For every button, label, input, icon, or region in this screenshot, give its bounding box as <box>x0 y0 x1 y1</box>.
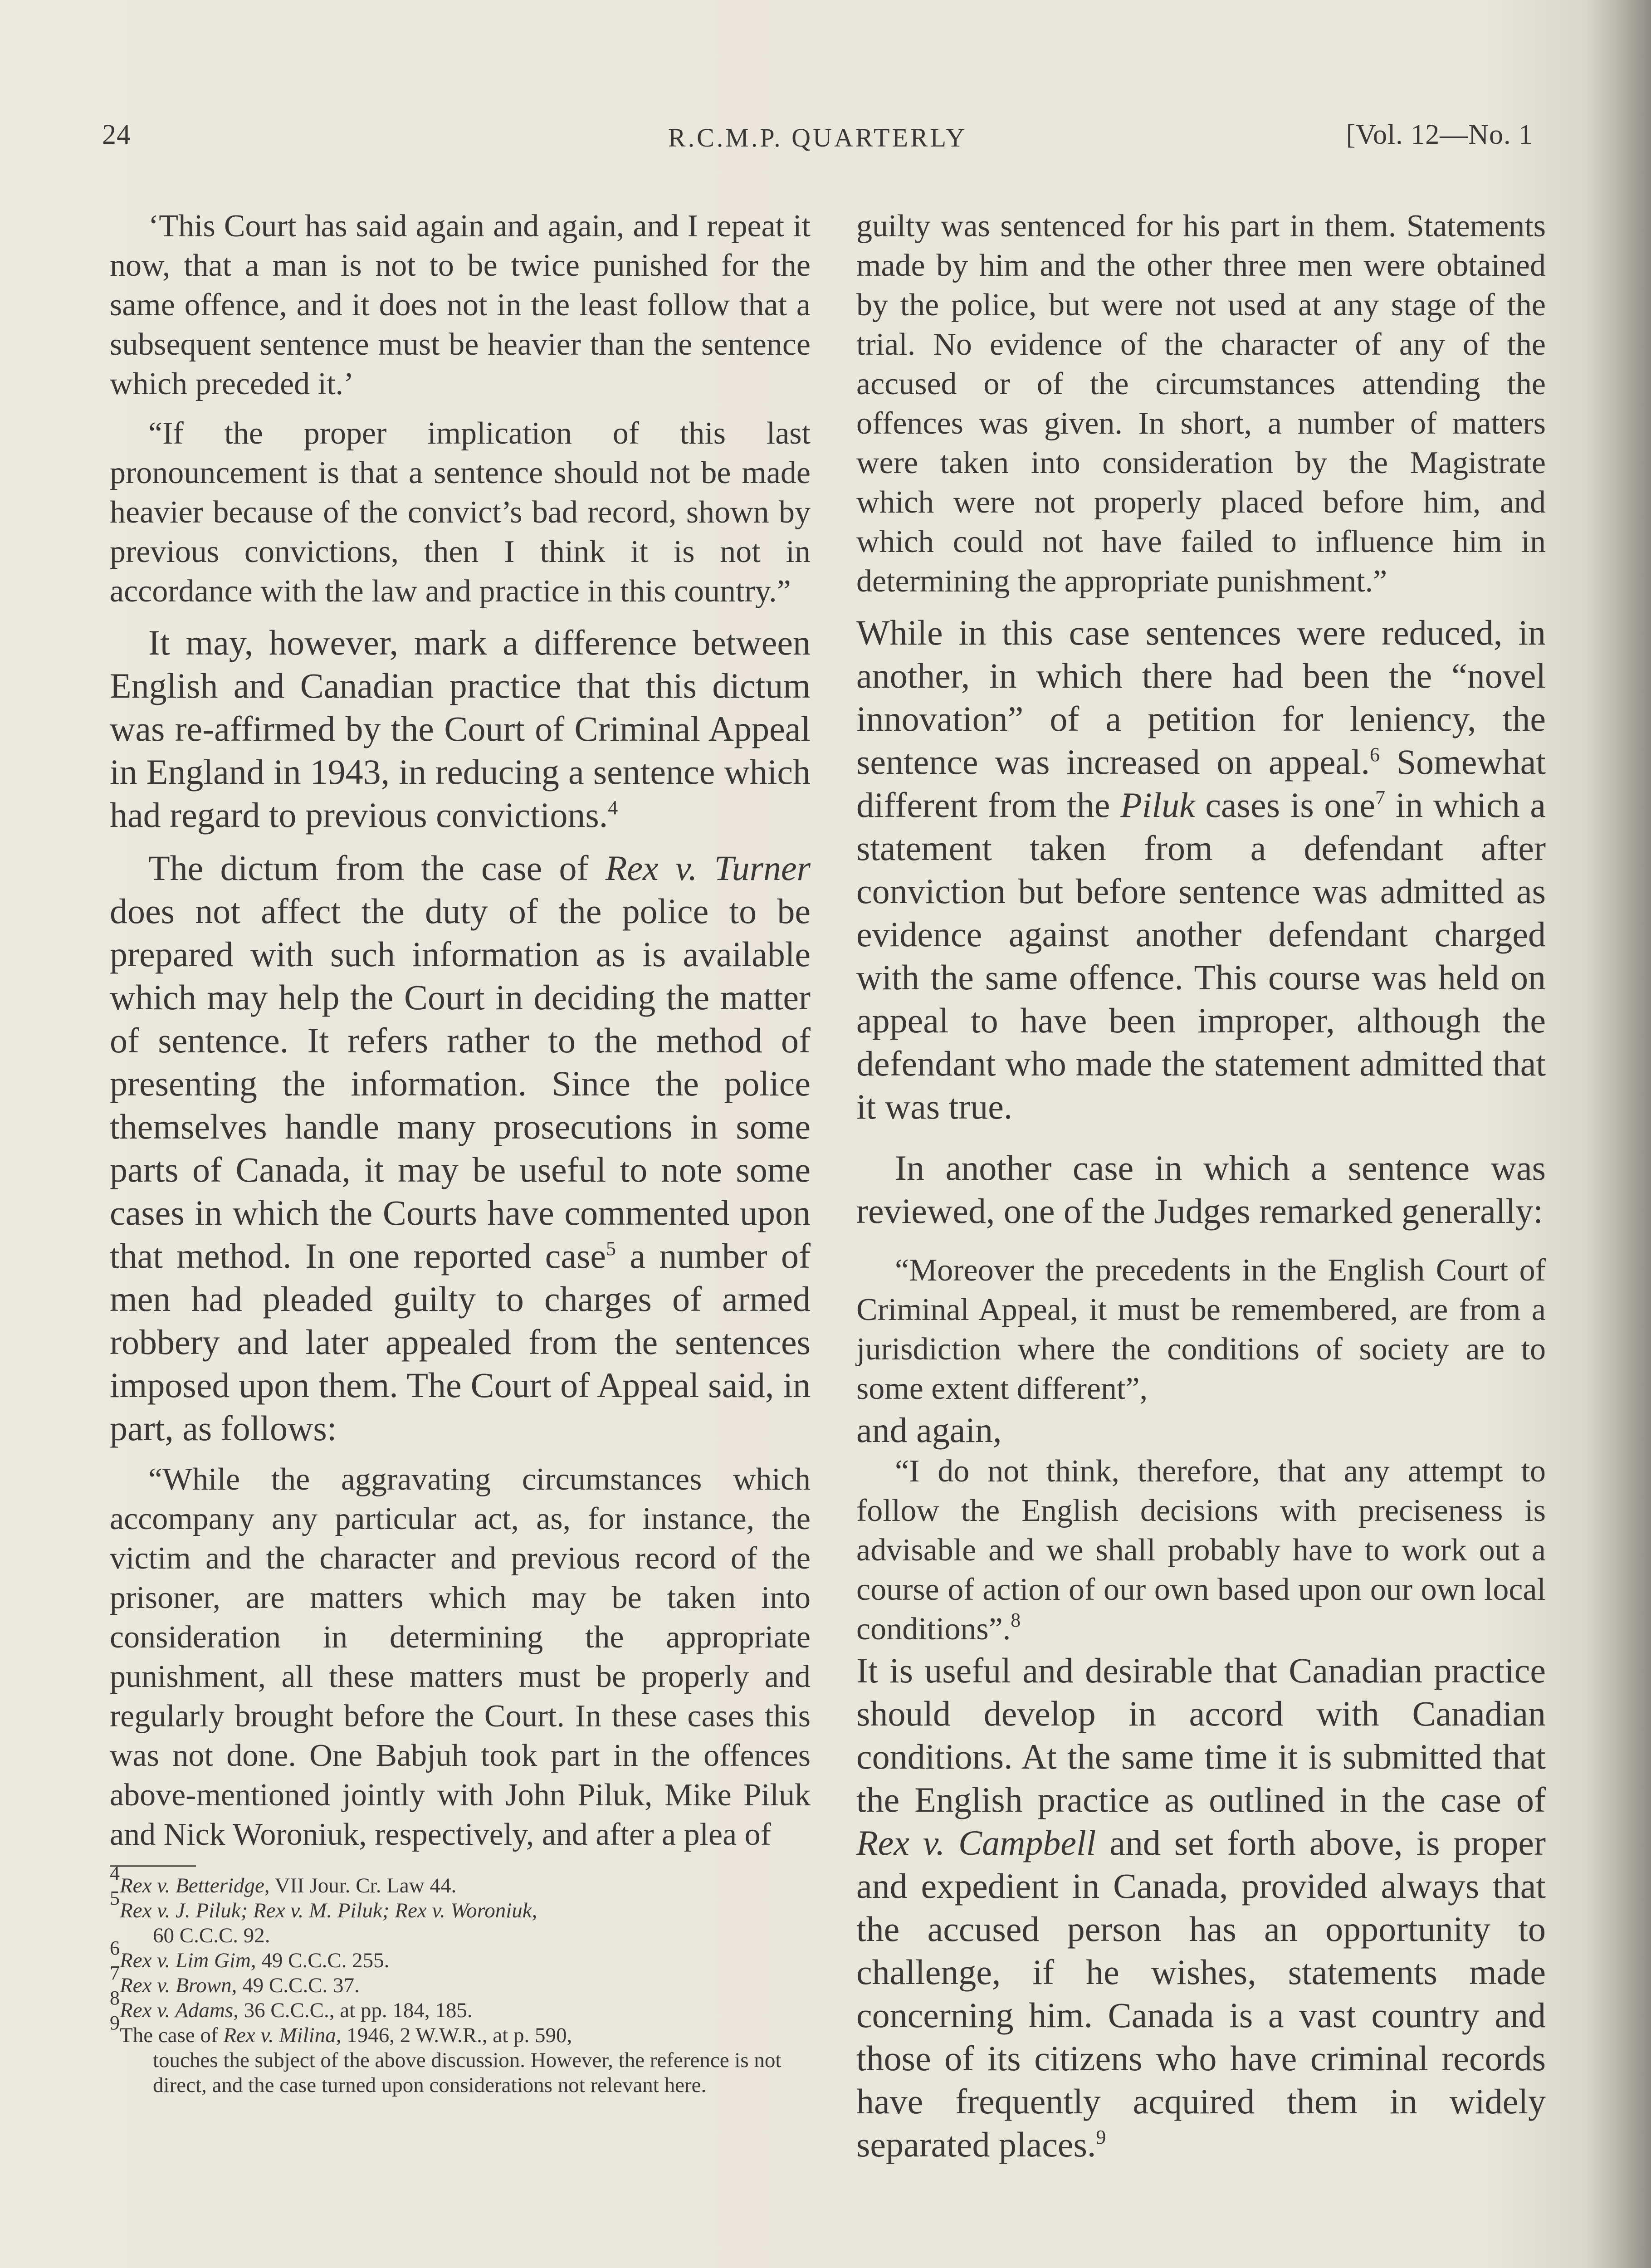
footnote: $^5$Rex v. J. Piluk; Rex v. M. Piluk; Rex v. Woroniuk, 60 C.C.C. 92. <box>110 1887 537 1947</box>
footnote: $^4$Rex v. Betteridge, VII Jour. Cr. Law 44. <box>110 1862 457 1897</box>
quote-paragraph: “If the proper implication of this last pronouncement is that a sentence should not be made heavier because of the convict’s bad record, shown by previous convictions, then I think it is not in accordance with the law and practice in this country.” <box>110 416 811 609</box>
footnote-ref: 8 <box>1011 1609 1021 1631</box>
footnote: $^7$Rex v. Brown, 49 C.C.C. 37. <box>110 1962 360 1997</box>
case-name: Rex v. Turner <box>605 848 811 888</box>
quote-paragraph: ‘This Court has said again and again, and I repeat it now, that a man is not to be twice punished for the same offence, and it does not in the least follow that a subsequent sentence must be heavier than the sentence which preceded it.’ <box>110 209 811 401</box>
body-paragraph: In another case in which a sentence was reviewed, one of the Judges remarked generally: <box>856 1148 1546 1231</box>
volume-label: [Vol. 12—No. 1 <box>1346 119 1533 150</box>
body-paragraph: The dictum from the case of Rex v. Turner does not affect the duty of the police to be prepared with such information as is available which may help the Court in deciding the matter of sentence. It refers rather to the method of presenting the information. Since the police themselves handle many prosecutions in some parts of Canada, it may be useful to note some cases in which the Courts have commented upon that method. In one reported case$^5$ a number of men had pleaded guilty to charges of armed robbery and later appealed from the sentences imposed upon them. The Court of Appeal said, in part, as follows: <box>110 848 811 1448</box>
footnote: $^6$Rex v. Lim Gim, 49 C.C.C. 255. <box>110 1937 390 1972</box>
quote-paragraph: “Moreover the precedents in the English Court of Criminal Appeal, it must be remembered, are from a jurisdiction where the conditions of society are to some extent different”, <box>856 1253 1546 1406</box>
case-name: Piluk <box>1120 785 1195 825</box>
page-number: 24 <box>102 119 131 150</box>
quote-paragraph: “I do not think, therefore, that any attempt to follow the English decisions with preciseness is advisable and we shall probably have to work out a course of action of our own based upon our own local conditions”.$^8$ <box>856 1454 1546 1647</box>
footnote: $^9$The case of Rex v. Milina, 1946, 2 W.W.R., at p. 590, touches the subject of the above discussion. However, the reference is not direct, and the case turned upon considerations not relevant here. <box>110 2012 782 2097</box>
case-name: Rex v. Campbell <box>856 1823 1096 1862</box>
quote-paragraph: guilty was sentenced for his part in them. Statements made by him and the other three men were obtained by the police, but were not used at any stage of the trial. No evidence of the character of any of the accused or of the circumstances attending the offences was given. In short, a number of matters were taken into consideration by the Magistrate which were not properly placed before him, and which could not have failed to influence him in determining the appropriate punishment.” <box>856 209 1546 599</box>
footnote-ref: 6 <box>1370 743 1380 766</box>
body-paragraph: It is useful and desirable that Canadian practice should develop in accord with Canadian conditions. At the same time it is submitted that the English practice as outlined in the case of Rex v. Campbell and set forth above, is proper and expedient in Canada, provided always that the accused person has an opportunity to challenge, if he wishes, statements made concerning him. Canada is a vast country and those of its citizens who have criminal records have frequently acquired them in widely separated places.$^9$ <box>856 1651 1546 2164</box>
running-title: R.C.M.P. QUARTERLY <box>668 123 967 152</box>
footnote-ref: 7 <box>1375 787 1385 809</box>
left-column <box>110 206 811 2098</box>
footnotes <box>110 1862 811 2098</box>
right-column <box>856 206 1546 2166</box>
body-paragraph: It may, however, mark a difference between English and Canadian practice that this dictum was re-affirmed by the Court of Criminal Appeal in England in 1943, in reducing a sentence which had regard to previous convictions.$^4$ <box>110 623 811 835</box>
footnote-rule <box>110 1865 196 1867</box>
page-header <box>102 119 1533 160</box>
footnote-ref: 4 <box>608 797 618 819</box>
footnote-ref: 5 <box>606 1237 616 1260</box>
body-paragraph: and again, <box>856 1410 1002 1450</box>
quote-paragraph: “While the aggravating circumstances which accompany any particular act, as, for instance, the victim and the character and previous record of the prisoner, are matters which may be taken into consideration in determining the appropriate punishment, all these matters must be properly and regularly brought before the Court. In these cases this was not done. One Babjuh took part in the offences above-mentioned jointly with John Piluk, Mike Piluk and Nick Woroniuk, respectively, and after a plea of <box>110 1462 811 1852</box>
body-paragraph: While in this case sentences were reduced, in another, in which there had been the “novel innovation” of a petition for leniency, the sentence was increased on appeal.$^6$ Somewhat different from the Piluk cases is one$^7$ in which a statement taken from a defendant after conviction but before sentence was admitted as evidence against another defendant charged with the same offence. This course was held on appeal to have been improper, although the defendant who made the statement admitted that it was true. <box>856 613 1546 1126</box>
footnote: $^8$Rex v. Adams, 36 C.C.C., at pp. 184, 185. <box>110 1987 473 2022</box>
footnote-ref: 9 <box>1096 2126 1106 2148</box>
